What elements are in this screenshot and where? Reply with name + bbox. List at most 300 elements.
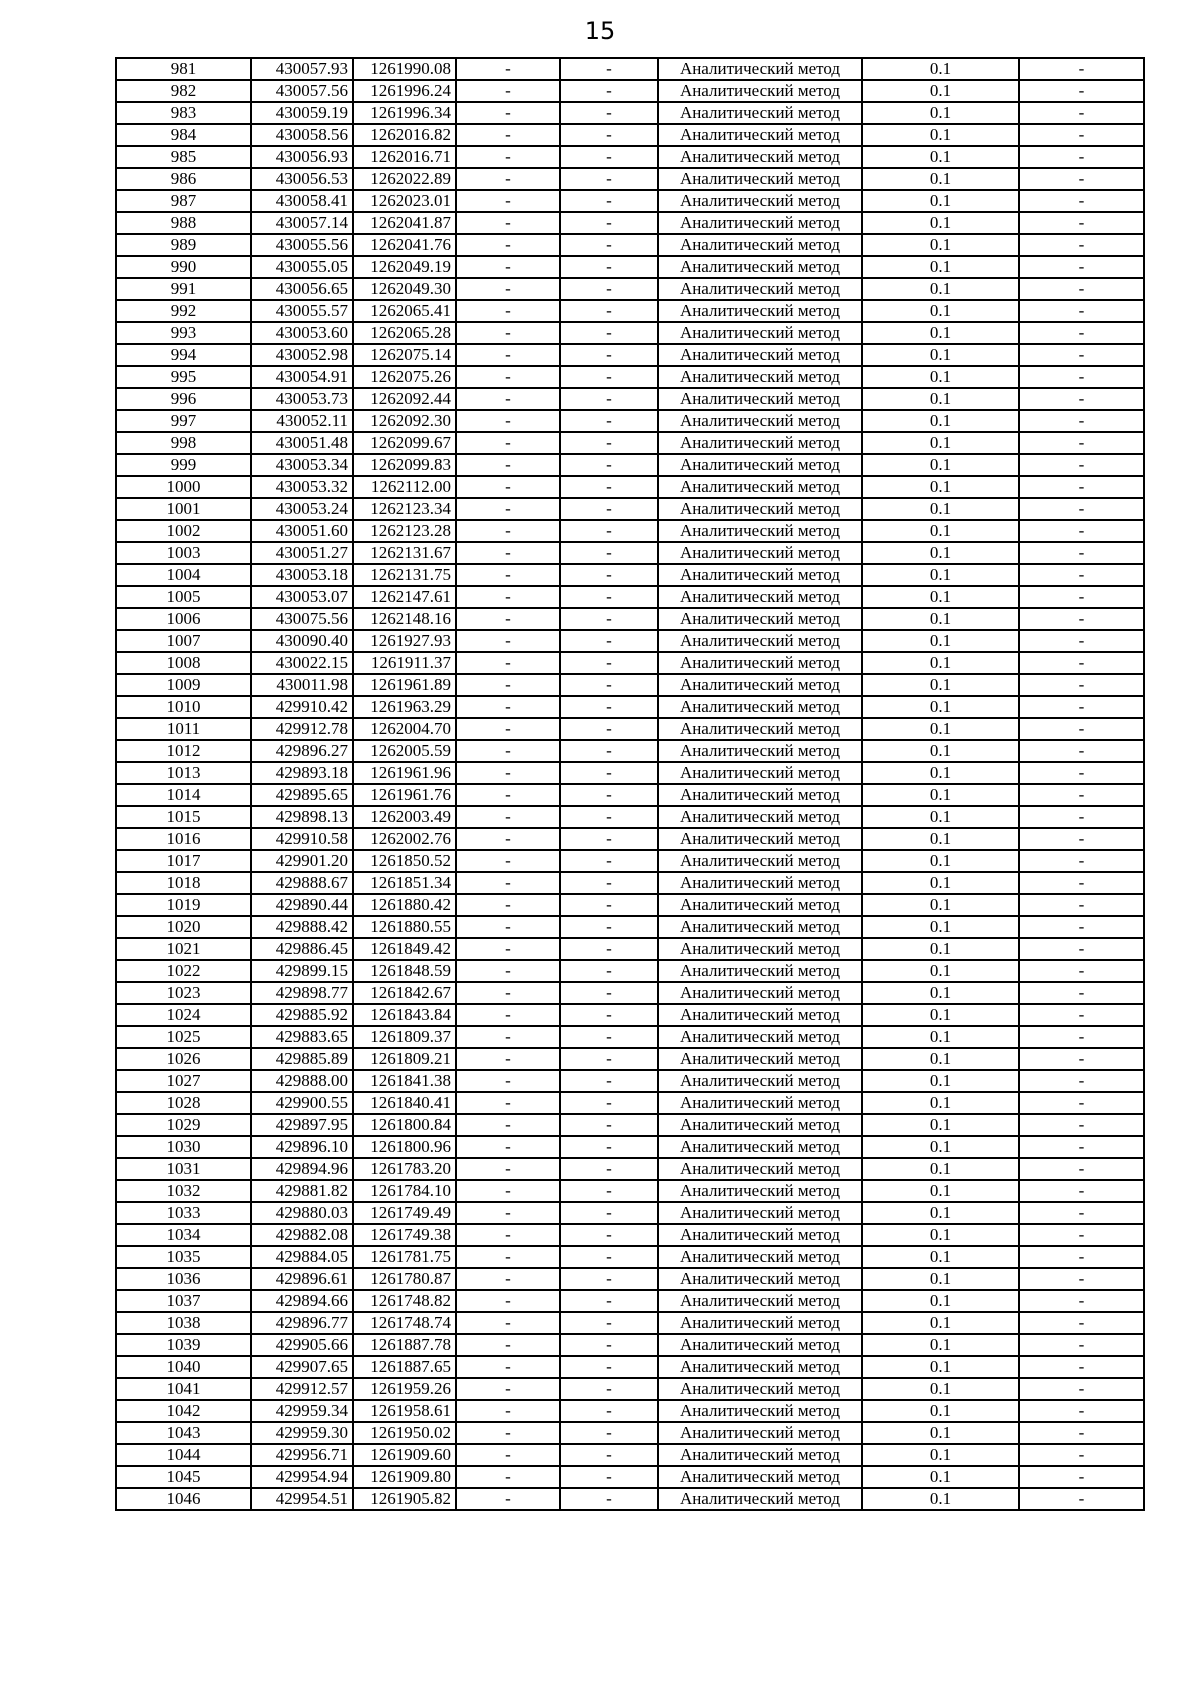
- y-coordinate-cell: 1262003.49: [353, 806, 456, 828]
- table-row: [116, 212, 1144, 234]
- point-number-cell: 1045: [116, 1466, 251, 1488]
- method-cell: Аналитический метод: [658, 168, 862, 190]
- col5-cell: -: [560, 894, 658, 916]
- method-cell: Аналитический метод: [658, 938, 862, 960]
- x-coordinate-cell: 430051.27: [251, 542, 353, 564]
- y-coordinate-cell: 1262016.82: [353, 124, 456, 146]
- col8-cell: -: [1019, 146, 1144, 168]
- accuracy-cell: 0.1: [862, 982, 1019, 1004]
- point-number-cell: 993: [116, 322, 251, 344]
- col5-cell: -: [560, 586, 658, 608]
- method-cell: Аналитический метод: [658, 1114, 862, 1136]
- x-coordinate-cell: 429896.77: [251, 1312, 353, 1334]
- accuracy-cell: 0.1: [862, 520, 1019, 542]
- point-number-cell: 1003: [116, 542, 251, 564]
- point-number-cell: 1021: [116, 938, 251, 960]
- accuracy-cell: 0.1: [862, 1466, 1019, 1488]
- accuracy-cell: 0.1: [862, 872, 1019, 894]
- point-number-cell: 1037: [116, 1290, 251, 1312]
- accuracy-cell: 0.1: [862, 1488, 1019, 1510]
- y-coordinate-cell: 1261990.08: [353, 58, 456, 80]
- method-cell: Аналитический метод: [658, 1466, 862, 1488]
- accuracy-cell: 0.1: [862, 630, 1019, 652]
- x-coordinate-cell: 430053.18: [251, 564, 353, 586]
- accuracy-cell: 0.1: [862, 674, 1019, 696]
- col4-cell: -: [456, 828, 560, 850]
- col8-cell: -: [1019, 80, 1144, 102]
- table-row: [116, 124, 1144, 146]
- col5-cell: -: [560, 762, 658, 784]
- accuracy-cell: 0.1: [862, 1356, 1019, 1378]
- table-row: [116, 674, 1144, 696]
- table-row: [116, 542, 1144, 564]
- col4-cell: -: [456, 1202, 560, 1224]
- accuracy-cell: 0.1: [862, 1290, 1019, 1312]
- col4-cell: -: [456, 784, 560, 806]
- table-row: [116, 1444, 1144, 1466]
- table-row: [116, 828, 1144, 850]
- method-cell: Аналитический метод: [658, 278, 862, 300]
- col5-cell: -: [560, 960, 658, 982]
- point-number-cell: 1004: [116, 564, 251, 586]
- col5-cell: -: [560, 1202, 658, 1224]
- accuracy-cell: 0.1: [862, 1136, 1019, 1158]
- accuracy-cell: 0.1: [862, 960, 1019, 982]
- point-number-cell: 1020: [116, 916, 251, 938]
- method-cell: Аналитический метод: [658, 542, 862, 564]
- method-cell: Аналитический метод: [658, 1378, 862, 1400]
- col4-cell: -: [456, 1378, 560, 1400]
- x-coordinate-cell: 429912.78: [251, 718, 353, 740]
- table-row: [116, 806, 1144, 828]
- accuracy-cell: 0.1: [862, 696, 1019, 718]
- col4-cell: -: [456, 762, 560, 784]
- col8-cell: -: [1019, 564, 1144, 586]
- y-coordinate-cell: 1262123.34: [353, 498, 456, 520]
- y-coordinate-cell: 1261842.67: [353, 982, 456, 1004]
- col5-cell: -: [560, 1158, 658, 1180]
- x-coordinate-cell: 430051.48: [251, 432, 353, 454]
- x-coordinate-cell: 430075.56: [251, 608, 353, 630]
- accuracy-cell: 0.1: [862, 1092, 1019, 1114]
- method-cell: Аналитический метод: [658, 652, 862, 674]
- method-cell: Аналитический метод: [658, 1026, 862, 1048]
- col4-cell: -: [456, 322, 560, 344]
- y-coordinate-cell: 1262005.59: [353, 740, 456, 762]
- col4-cell: -: [456, 476, 560, 498]
- method-cell: Аналитический метод: [658, 608, 862, 630]
- x-coordinate-cell: 429954.51: [251, 1488, 353, 1510]
- table-row: [116, 938, 1144, 960]
- accuracy-cell: 0.1: [862, 322, 1019, 344]
- col8-cell: -: [1019, 894, 1144, 916]
- point-number-cell: 1027: [116, 1070, 251, 1092]
- col8-cell: -: [1019, 1444, 1144, 1466]
- point-number-cell: 1034: [116, 1224, 251, 1246]
- accuracy-cell: 0.1: [862, 828, 1019, 850]
- table-row: [116, 1004, 1144, 1026]
- method-cell: Аналитический метод: [658, 1158, 862, 1180]
- col5-cell: -: [560, 1114, 658, 1136]
- col5-cell: -: [560, 696, 658, 718]
- col4-cell: -: [456, 1334, 560, 1356]
- col5-cell: -: [560, 256, 658, 278]
- col4-cell: -: [456, 586, 560, 608]
- table-row: [116, 850, 1144, 872]
- table-row: [116, 960, 1144, 982]
- x-coordinate-cell: 429888.00: [251, 1070, 353, 1092]
- method-cell: Аналитический метод: [658, 1400, 862, 1422]
- method-cell: Аналитический метод: [658, 410, 862, 432]
- point-number-cell: 986: [116, 168, 251, 190]
- method-cell: Аналитический метод: [658, 762, 862, 784]
- col8-cell: -: [1019, 1026, 1144, 1048]
- point-number-cell: 1043: [116, 1422, 251, 1444]
- method-cell: Аналитический метод: [658, 388, 862, 410]
- col8-cell: -: [1019, 124, 1144, 146]
- table-row: [116, 1268, 1144, 1290]
- point-number-cell: 985: [116, 146, 251, 168]
- table-row: [116, 1026, 1144, 1048]
- table-row: [116, 718, 1144, 740]
- x-coordinate-cell: 430057.56: [251, 80, 353, 102]
- point-number-cell: 1008: [116, 652, 251, 674]
- accuracy-cell: 0.1: [862, 1114, 1019, 1136]
- point-number-cell: 1042: [116, 1400, 251, 1422]
- table-row: [116, 366, 1144, 388]
- x-coordinate-cell: 430053.73: [251, 388, 353, 410]
- point-number-cell: 1015: [116, 806, 251, 828]
- method-cell: Аналитический метод: [658, 740, 862, 762]
- y-coordinate-cell: 1261909.80: [353, 1466, 456, 1488]
- y-coordinate-cell: 1262049.19: [353, 256, 456, 278]
- x-coordinate-cell: 429894.66: [251, 1290, 353, 1312]
- col5-cell: -: [560, 1136, 658, 1158]
- point-number-cell: 1017: [116, 850, 251, 872]
- method-cell: Аналитический метод: [658, 784, 862, 806]
- y-coordinate-cell: 1261843.84: [353, 1004, 456, 1026]
- col8-cell: -: [1019, 1004, 1144, 1026]
- col5-cell: -: [560, 212, 658, 234]
- accuracy-cell: 0.1: [862, 1070, 1019, 1092]
- y-coordinate-cell: 1261809.21: [353, 1048, 456, 1070]
- y-coordinate-cell: 1261749.49: [353, 1202, 456, 1224]
- x-coordinate-cell: 430055.56: [251, 234, 353, 256]
- table-row: [116, 696, 1144, 718]
- col8-cell: -: [1019, 806, 1144, 828]
- x-coordinate-cell: 429896.61: [251, 1268, 353, 1290]
- point-number-cell: 1010: [116, 696, 251, 718]
- col8-cell: -: [1019, 1114, 1144, 1136]
- x-coordinate-cell: 429896.10: [251, 1136, 353, 1158]
- y-coordinate-cell: 1262092.44: [353, 388, 456, 410]
- y-coordinate-cell: 1262148.16: [353, 608, 456, 630]
- x-coordinate-cell: 430056.93: [251, 146, 353, 168]
- col8-cell: -: [1019, 630, 1144, 652]
- col8-cell: -: [1019, 1422, 1144, 1444]
- col5-cell: -: [560, 498, 658, 520]
- col4-cell: -: [456, 542, 560, 564]
- point-number-cell: 1044: [116, 1444, 251, 1466]
- col8-cell: -: [1019, 1246, 1144, 1268]
- x-coordinate-cell: 429899.15: [251, 960, 353, 982]
- y-coordinate-cell: 1261851.34: [353, 872, 456, 894]
- accuracy-cell: 0.1: [862, 1312, 1019, 1334]
- table-row: [116, 1202, 1144, 1224]
- method-cell: Аналитический метод: [658, 322, 862, 344]
- col4-cell: -: [456, 1246, 560, 1268]
- col5-cell: -: [560, 1246, 658, 1268]
- method-cell: Аналитический метод: [658, 586, 862, 608]
- col5-cell: -: [560, 1488, 658, 1510]
- y-coordinate-cell: 1261748.74: [353, 1312, 456, 1334]
- col8-cell: -: [1019, 498, 1144, 520]
- accuracy-cell: 0.1: [862, 1202, 1019, 1224]
- table-row: [116, 234, 1144, 256]
- x-coordinate-cell: 430057.93: [251, 58, 353, 80]
- x-coordinate-cell: 429954.94: [251, 1466, 353, 1488]
- table-row: [116, 1312, 1144, 1334]
- col4-cell: -: [456, 630, 560, 652]
- point-number-cell: 1002: [116, 520, 251, 542]
- col8-cell: -: [1019, 1180, 1144, 1202]
- col4-cell: -: [456, 1114, 560, 1136]
- accuracy-cell: 0.1: [862, 1268, 1019, 1290]
- col4-cell: -: [456, 102, 560, 124]
- col8-cell: -: [1019, 718, 1144, 740]
- col4-cell: -: [456, 410, 560, 432]
- col5-cell: -: [560, 1466, 658, 1488]
- point-number-cell: 1040: [116, 1356, 251, 1378]
- table-row: [116, 1466, 1144, 1488]
- point-number-cell: 1025: [116, 1026, 251, 1048]
- col4-cell: -: [456, 1444, 560, 1466]
- y-coordinate-cell: 1261880.55: [353, 916, 456, 938]
- col4-cell: -: [456, 212, 560, 234]
- y-coordinate-cell: 1261887.78: [353, 1334, 456, 1356]
- x-coordinate-cell: 429905.66: [251, 1334, 353, 1356]
- y-coordinate-cell: 1262004.70: [353, 718, 456, 740]
- table-row: [116, 1180, 1144, 1202]
- col5-cell: -: [560, 432, 658, 454]
- method-cell: Аналитический метод: [658, 1004, 862, 1026]
- table-row: [116, 1378, 1144, 1400]
- x-coordinate-cell: 430053.32: [251, 476, 353, 498]
- col4-cell: -: [456, 454, 560, 476]
- accuracy-cell: 0.1: [862, 652, 1019, 674]
- point-number-cell: 983: [116, 102, 251, 124]
- table-row: [116, 982, 1144, 1004]
- x-coordinate-cell: 429885.89: [251, 1048, 353, 1070]
- accuracy-cell: 0.1: [862, 234, 1019, 256]
- x-coordinate-cell: 430090.40: [251, 630, 353, 652]
- col4-cell: -: [456, 58, 560, 80]
- x-coordinate-cell: 429890.44: [251, 894, 353, 916]
- col5-cell: -: [560, 300, 658, 322]
- col8-cell: -: [1019, 542, 1144, 564]
- col4-cell: -: [456, 872, 560, 894]
- table-row: [116, 278, 1144, 300]
- col4-cell: -: [456, 168, 560, 190]
- y-coordinate-cell: 1261749.38: [353, 1224, 456, 1246]
- table-row: [116, 410, 1144, 432]
- method-cell: Аналитический метод: [658, 850, 862, 872]
- table-row: [116, 476, 1144, 498]
- col5-cell: -: [560, 1378, 658, 1400]
- method-cell: Аналитический метод: [658, 1048, 862, 1070]
- method-cell: Аналитический метод: [658, 366, 862, 388]
- col4-cell: -: [456, 234, 560, 256]
- method-cell: Аналитический метод: [658, 234, 862, 256]
- method-cell: Аналитический метод: [658, 1356, 862, 1378]
- col4-cell: -: [456, 960, 560, 982]
- y-coordinate-cell: 1262065.28: [353, 322, 456, 344]
- accuracy-cell: 0.1: [862, 806, 1019, 828]
- point-number-cell: 995: [116, 366, 251, 388]
- accuracy-cell: 0.1: [862, 1004, 1019, 1026]
- point-number-cell: 997: [116, 410, 251, 432]
- x-coordinate-cell: 429894.96: [251, 1158, 353, 1180]
- table-row: [116, 520, 1144, 542]
- method-cell: Аналитический метод: [658, 718, 862, 740]
- method-cell: Аналитический метод: [658, 1268, 862, 1290]
- col5-cell: -: [560, 784, 658, 806]
- point-number-cell: 1011: [116, 718, 251, 740]
- col5-cell: -: [560, 410, 658, 432]
- x-coordinate-cell: 429959.34: [251, 1400, 353, 1422]
- col5-cell: -: [560, 454, 658, 476]
- col8-cell: -: [1019, 1466, 1144, 1488]
- point-number-cell: 994: [116, 344, 251, 366]
- y-coordinate-cell: 1261800.96: [353, 1136, 456, 1158]
- y-coordinate-cell: 1261809.37: [353, 1026, 456, 1048]
- y-coordinate-cell: 1261959.26: [353, 1378, 456, 1400]
- col8-cell: -: [1019, 256, 1144, 278]
- accuracy-cell: 0.1: [862, 498, 1019, 520]
- y-coordinate-cell: 1261996.34: [353, 102, 456, 124]
- col5-cell: -: [560, 1444, 658, 1466]
- table-row: [116, 1334, 1144, 1356]
- method-cell: Аналитический метод: [658, 1070, 862, 1092]
- accuracy-cell: 0.1: [862, 1378, 1019, 1400]
- col8-cell: -: [1019, 916, 1144, 938]
- col4-cell: -: [456, 652, 560, 674]
- col4-cell: -: [456, 1356, 560, 1378]
- point-number-cell: 996: [116, 388, 251, 410]
- y-coordinate-cell: 1262123.28: [353, 520, 456, 542]
- point-number-cell: 1013: [116, 762, 251, 784]
- table-row: [116, 564, 1144, 586]
- col8-cell: -: [1019, 1158, 1144, 1180]
- col8-cell: -: [1019, 938, 1144, 960]
- accuracy-cell: 0.1: [862, 454, 1019, 476]
- col4-cell: -: [456, 1466, 560, 1488]
- y-coordinate-cell: 1261909.60: [353, 1444, 456, 1466]
- col8-cell: -: [1019, 1070, 1144, 1092]
- col4-cell: -: [456, 1092, 560, 1114]
- col8-cell: -: [1019, 784, 1144, 806]
- col8-cell: -: [1019, 696, 1144, 718]
- col5-cell: -: [560, 168, 658, 190]
- point-number-cell: 1035: [116, 1246, 251, 1268]
- method-cell: Аналитический метод: [658, 806, 862, 828]
- col8-cell: -: [1019, 982, 1144, 1004]
- y-coordinate-cell: 1261961.76: [353, 784, 456, 806]
- point-number-cell: 981: [116, 58, 251, 80]
- col4-cell: -: [456, 564, 560, 586]
- col8-cell: -: [1019, 1400, 1144, 1422]
- col4-cell: -: [456, 520, 560, 542]
- x-coordinate-cell: 430054.91: [251, 366, 353, 388]
- method-cell: Аналитический метод: [658, 300, 862, 322]
- point-number-cell: 1023: [116, 982, 251, 1004]
- x-coordinate-cell: 430052.98: [251, 344, 353, 366]
- y-coordinate-cell: 1262099.67: [353, 432, 456, 454]
- table-row: [116, 586, 1144, 608]
- y-coordinate-cell: 1262131.67: [353, 542, 456, 564]
- x-coordinate-cell: 430011.98: [251, 674, 353, 696]
- y-coordinate-cell: 1262075.26: [353, 366, 456, 388]
- method-cell: Аналитический метод: [658, 1312, 862, 1334]
- col5-cell: -: [560, 1268, 658, 1290]
- table-row: [116, 1158, 1144, 1180]
- accuracy-cell: 0.1: [862, 1158, 1019, 1180]
- y-coordinate-cell: 1261927.93: [353, 630, 456, 652]
- col4-cell: -: [456, 1312, 560, 1334]
- accuracy-cell: 0.1: [862, 1048, 1019, 1070]
- y-coordinate-cell: 1262065.41: [353, 300, 456, 322]
- y-coordinate-cell: 1262092.30: [353, 410, 456, 432]
- x-coordinate-cell: 430056.53: [251, 168, 353, 190]
- col5-cell: -: [560, 872, 658, 894]
- method-cell: Аналитический метод: [658, 498, 862, 520]
- method-cell: Аналитический метод: [658, 1444, 862, 1466]
- method-cell: Аналитический метод: [658, 58, 862, 80]
- x-coordinate-cell: 429910.58: [251, 828, 353, 850]
- col8-cell: -: [1019, 850, 1144, 872]
- accuracy-cell: 0.1: [862, 1422, 1019, 1444]
- method-cell: Аналитический метод: [658, 1246, 862, 1268]
- col5-cell: -: [560, 344, 658, 366]
- col4-cell: -: [456, 1268, 560, 1290]
- col4-cell: -: [456, 1224, 560, 1246]
- y-coordinate-cell: 1261961.96: [353, 762, 456, 784]
- col8-cell: -: [1019, 1290, 1144, 1312]
- col4-cell: -: [456, 1158, 560, 1180]
- y-coordinate-cell: 1261887.65: [353, 1356, 456, 1378]
- x-coordinate-cell: 430053.07: [251, 586, 353, 608]
- col8-cell: -: [1019, 278, 1144, 300]
- point-number-cell: 984: [116, 124, 251, 146]
- col5-cell: -: [560, 80, 658, 102]
- col5-cell: -: [560, 322, 658, 344]
- col8-cell: -: [1019, 1488, 1144, 1510]
- col8-cell: -: [1019, 454, 1144, 476]
- col5-cell: -: [560, 278, 658, 300]
- table-row: [116, 300, 1144, 322]
- x-coordinate-cell: 429886.45: [251, 938, 353, 960]
- point-number-cell: 1031: [116, 1158, 251, 1180]
- y-coordinate-cell: 1262041.87: [353, 212, 456, 234]
- method-cell: Аналитический метод: [658, 256, 862, 278]
- accuracy-cell: 0.1: [862, 388, 1019, 410]
- y-coordinate-cell: 1261781.75: [353, 1246, 456, 1268]
- table-row: [116, 322, 1144, 344]
- col8-cell: -: [1019, 1224, 1144, 1246]
- accuracy-cell: 0.1: [862, 80, 1019, 102]
- col4-cell: -: [456, 916, 560, 938]
- method-cell: Аналитический метод: [658, 960, 862, 982]
